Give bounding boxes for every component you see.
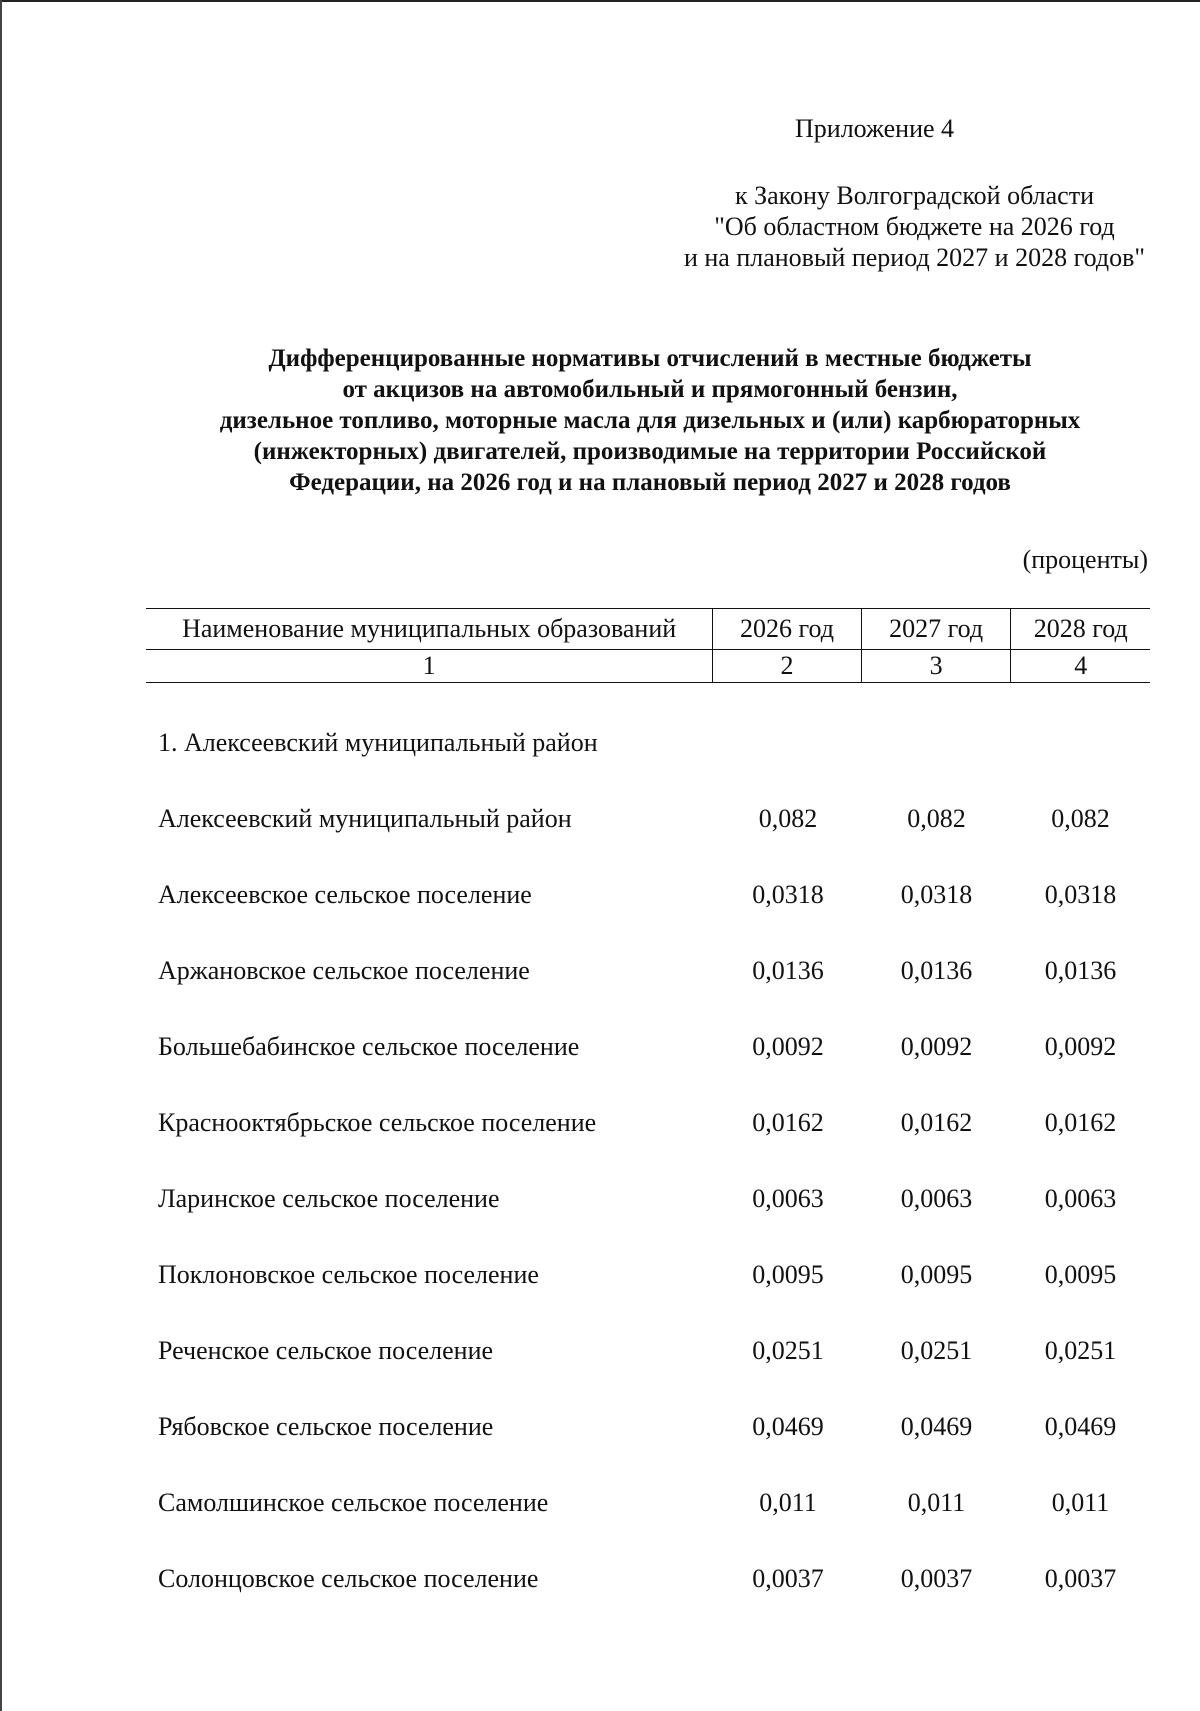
appendix-label: Приложение 4 [795,114,955,143]
row-name: Алексеевское сельское поселение [158,880,532,909]
heading-line: (инжекторных) двигателей, производимые на территории Российской [253,438,1047,465]
column-number: 4 [1011,650,1150,683]
row-name: Рябовское сельское поселение [158,1412,494,1441]
value-2027: 0,0251 [900,1336,973,1365]
heading-line: Федерации, на 2026 год и на плановый период 2027 и 2028 годов [289,469,1011,496]
value-2026: 0,082 [758,804,818,833]
value-2026: 0,0469 [752,1412,824,1441]
value-2027: 0,0037 [900,1564,973,1593]
value-2027: 0,0092 [900,1032,973,1061]
table-row [146,1014,1150,1090]
row-name: Алексеевский муниципальный район [158,804,572,833]
row-name: Солонцовское сельское поселение [158,1564,539,1593]
value-2027: 0,011 [907,1488,966,1517]
units-label: (проценты) [1022,545,1148,574]
table-row [146,938,1150,1014]
table-row [146,1242,1150,1318]
law-line: к Закону Волгоградской области [734,181,1094,210]
value-2026: 0,0136 [752,956,824,985]
value-2027: 0,0162 [900,1108,973,1137]
law-line: "Об областном бюджете на 2026 год [714,212,1115,241]
table-row [146,1546,1150,1622]
value-2026: 0,0251 [752,1336,824,1365]
value-2026: 0,0095 [752,1260,824,1289]
row-name: Самолшинское сельское поселение [158,1488,549,1517]
value-2027: 0,0318 [900,880,973,909]
value-2026: 0,0063 [752,1184,824,1213]
row-name: Краснооктябрьское сельское поселение [158,1108,597,1137]
header-name: Наименование муниципальных образований [146,609,713,650]
table-row [146,1394,1150,1470]
value-2028: 0,0092 [1044,1032,1117,1061]
heading-line: дизельное топливо, моторные масла для дизельных и (или) карбюраторных [219,407,1081,434]
heading-line: Дифференцированные нормативы отчислений в местные бюджеты [268,345,1032,372]
value-2028: 0,0469 [1044,1412,1117,1441]
law-reference [684,180,1145,273]
row-name: 1. Алексеевский муниципальный район [158,728,598,757]
column-number: 1 [146,650,713,683]
value-2028: 0,082 [1051,804,1110,833]
value-2027: 0,0469 [900,1412,973,1441]
value-2028: 0,0136 [1044,956,1117,985]
document-heading [100,343,1200,498]
row-name: Поклоновское сельское поселение [158,1260,539,1289]
header-2026: 2026 год [713,609,862,650]
value-2027: 0,0095 [900,1260,973,1289]
value-2026: 0,0318 [752,880,824,909]
table-row [146,1470,1150,1546]
value-2026: 0,0162 [752,1108,824,1137]
header-row [146,609,1150,650]
table-row [146,1318,1150,1394]
value-2028: 0,0251 [1044,1336,1117,1365]
header-2028: 2028 год [1011,609,1150,650]
value-2026: 0,0092 [752,1032,824,1061]
row-name: Большебабинское сельское поселение [158,1032,580,1061]
table-row [146,1090,1150,1166]
value-2027: 0,082 [907,804,966,833]
scan-edge-top [0,0,1200,2]
law-line: и на плановый период 2027 и 2028 годов" [683,243,1145,272]
table-row [146,1166,1150,1242]
table-body [146,710,1150,1622]
row-name: Аржановское сельское поселение [158,956,530,985]
value-2028: 0,0037 [1044,1564,1117,1593]
table-header [146,608,1150,683]
column-number: 2 [713,650,862,683]
value-2028: 0,0063 [1044,1184,1117,1213]
value-2027: 0,0136 [900,956,973,985]
row-name: Ларинское сельское поселение [158,1184,500,1213]
value-2028: 0,0318 [1044,880,1117,909]
column-number-row [146,650,1150,683]
value-2028: 0,0095 [1044,1260,1117,1289]
value-2028: 0,011 [1051,1488,1110,1517]
value-2026: 0,0037 [752,1564,824,1593]
row-name: Реченское сельское поселение [158,1336,494,1365]
table-row [146,786,1150,862]
column-number: 3 [861,650,1011,683]
value-2028: 0,0162 [1044,1108,1117,1137]
heading-line: от акцизов на автомобильный и прямогонный бензин, [342,376,958,403]
header-2027: 2027 год [861,609,1011,650]
value-2026: 0,011 [759,1488,817,1517]
table-row [146,710,1150,786]
scan-edge-left [0,0,2,1711]
value-2027: 0,0063 [900,1184,973,1213]
table-row [146,862,1150,938]
